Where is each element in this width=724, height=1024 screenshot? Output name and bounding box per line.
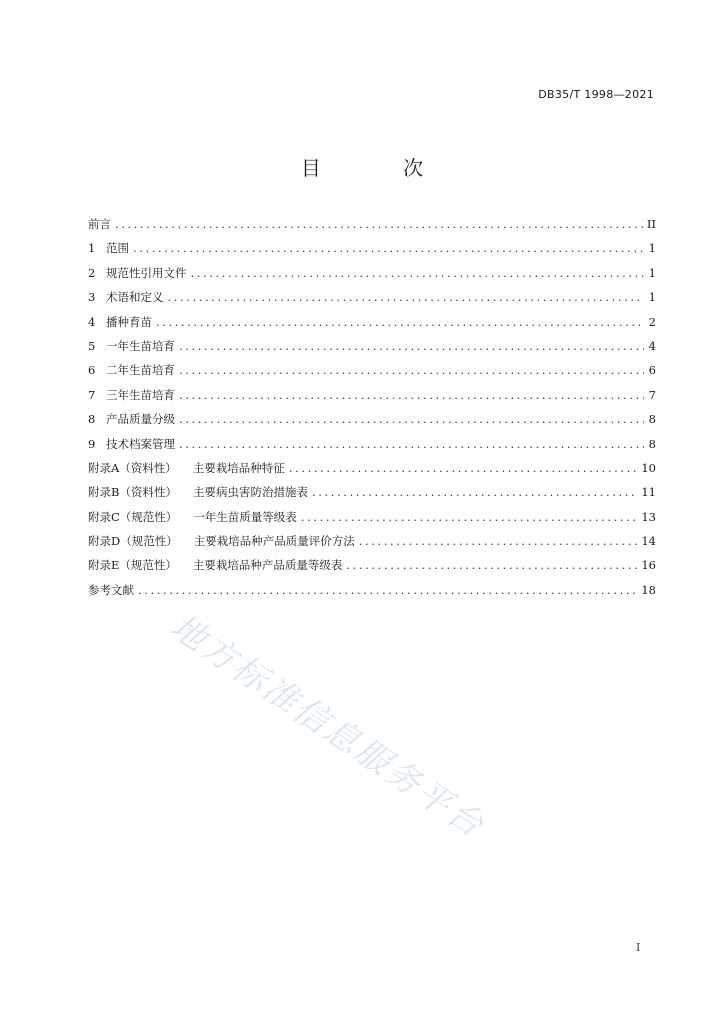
toc-entry[interactable]	[88, 216, 656, 240]
toc-entry-subtitle: 一年生苗质量等级表	[193, 509, 297, 524]
toc-entry-page: 8	[648, 412, 656, 427]
toc-entry-number: 8	[88, 412, 96, 427]
toc-entry[interactable]	[88, 314, 656, 338]
toc-entry-page: 13	[641, 509, 656, 524]
toc-entry-number: 9	[88, 436, 96, 451]
toc-leader-dots	[115, 217, 643, 231]
toc-entry-label: 规范性引用文件	[106, 265, 187, 280]
toc-entry-label: 附录C（规范性） 一年生苗质量等级表	[88, 509, 297, 524]
toc-entry-page: II	[646, 217, 656, 231]
toc-entry-label: 三年生苗培育	[106, 387, 175, 402]
toc-entry-label: 播种育苗	[106, 314, 152, 329]
toc-leader-dots	[359, 534, 638, 548]
toc-leader-dots	[138, 583, 637, 597]
toc-entry-page: 16	[641, 558, 656, 573]
toc-entry[interactable]	[88, 338, 656, 362]
toc-entry-page: 11	[641, 485, 656, 500]
toc-entry[interactable]	[88, 387, 656, 411]
toc-entry-subtitle: 主要栽培品种产品质量等级表	[192, 558, 343, 573]
toc-entry[interactable]	[88, 411, 656, 435]
toc-entry-page: 8	[648, 436, 656, 451]
toc-entry-page: 6	[648, 363, 656, 378]
toc-leader-dots	[289, 461, 638, 475]
toc-leader-dots	[346, 558, 637, 572]
toc-entry-number: 2	[88, 265, 96, 280]
document-code: DB35/T 1998—2021	[538, 88, 654, 101]
toc-entry-page: 18	[641, 582, 656, 597]
toc-entry-appendix[interactable]	[88, 509, 656, 533]
toc-entry-page: 14	[641, 534, 656, 549]
toc-leader-dots	[312, 485, 637, 499]
toc-entry[interactable]	[88, 289, 656, 313]
toc-entry-subtitle: 主要栽培品种产品质量评价方法	[193, 534, 355, 549]
toc-entry-label: 术语和定义	[106, 290, 164, 305]
toc-entry-label: 附录B（资料性） 主要病虫害防治措施表	[88, 485, 308, 500]
toc-entry-label: 附录E（规范性） 主要栽培品种产品质量等级表	[88, 558, 343, 573]
toc-entry-subtitle: 主要病虫害防治措施表	[192, 485, 308, 500]
toc-leader-dots	[179, 388, 644, 402]
toc-leader-dots	[168, 290, 645, 304]
toc-leader-dots	[156, 315, 644, 329]
toc-entry-page: 7	[648, 387, 656, 402]
toc-entry-number: 5	[88, 338, 96, 353]
toc-leader-dots	[133, 241, 644, 255]
toc-entry-appendix[interactable]	[88, 533, 656, 557]
toc-entry-label: 范围	[106, 241, 129, 256]
toc-entry-page: 1	[648, 290, 656, 305]
toc-entry-label: 二年生苗培育	[106, 363, 175, 378]
toc-entry-appendix[interactable]	[88, 484, 656, 508]
toc-leader-dots	[179, 437, 644, 451]
footer-page-number: I	[636, 941, 641, 954]
toc-entry-label: 产品质量分级	[106, 412, 175, 427]
toc-leader-dots	[179, 412, 644, 426]
toc-entry[interactable]	[88, 362, 656, 386]
table-of-contents	[88, 216, 656, 606]
toc-leader-dots	[179, 339, 644, 353]
toc-entry-appendix[interactable]	[88, 557, 656, 581]
toc-entry-number: 3	[88, 290, 96, 305]
toc-entry-number: 1	[88, 241, 96, 256]
toc-entry-label: 参考文献	[88, 582, 134, 597]
toc-entry-number: 7	[88, 387, 96, 402]
toc-entry-label: 一年生苗培育	[106, 338, 175, 353]
toc-entry-label: 技术档案管理	[106, 436, 175, 451]
toc-leader-dots	[301, 510, 638, 524]
toc-entry-page: 10	[641, 460, 656, 475]
toc-entry[interactable]	[88, 436, 656, 460]
toc-entry[interactable]	[88, 265, 656, 289]
toc-entry[interactable]	[88, 240, 656, 264]
toc-leader-dots	[191, 266, 645, 280]
toc-entry-page: 4	[648, 338, 656, 353]
toc-entry-page: 1	[648, 241, 656, 256]
toc-entry-number: 6	[88, 363, 96, 378]
watermark: 地方标准信息服务平台	[163, 606, 493, 847]
toc-entry-label: 附录D（规范性） 主要栽培品种产品质量评价方法	[88, 534, 355, 549]
toc-entry-label: 附录A（资料性） 主要栽培品种特征	[88, 460, 285, 475]
toc-entry-appendix[interactable]	[88, 460, 656, 484]
toc-leader-dots	[179, 363, 644, 377]
toc-entry-label: 前言	[88, 217, 111, 231]
toc-entry-page: 2	[648, 314, 656, 329]
toc-entry[interactable]	[88, 582, 656, 606]
toc-entry-page: 1	[648, 265, 656, 280]
toc-entry-number: 4	[88, 314, 96, 329]
toc-entry-subtitle: 主要栽培品种特征	[192, 460, 285, 475]
page-title: 目 次	[300, 156, 462, 180]
